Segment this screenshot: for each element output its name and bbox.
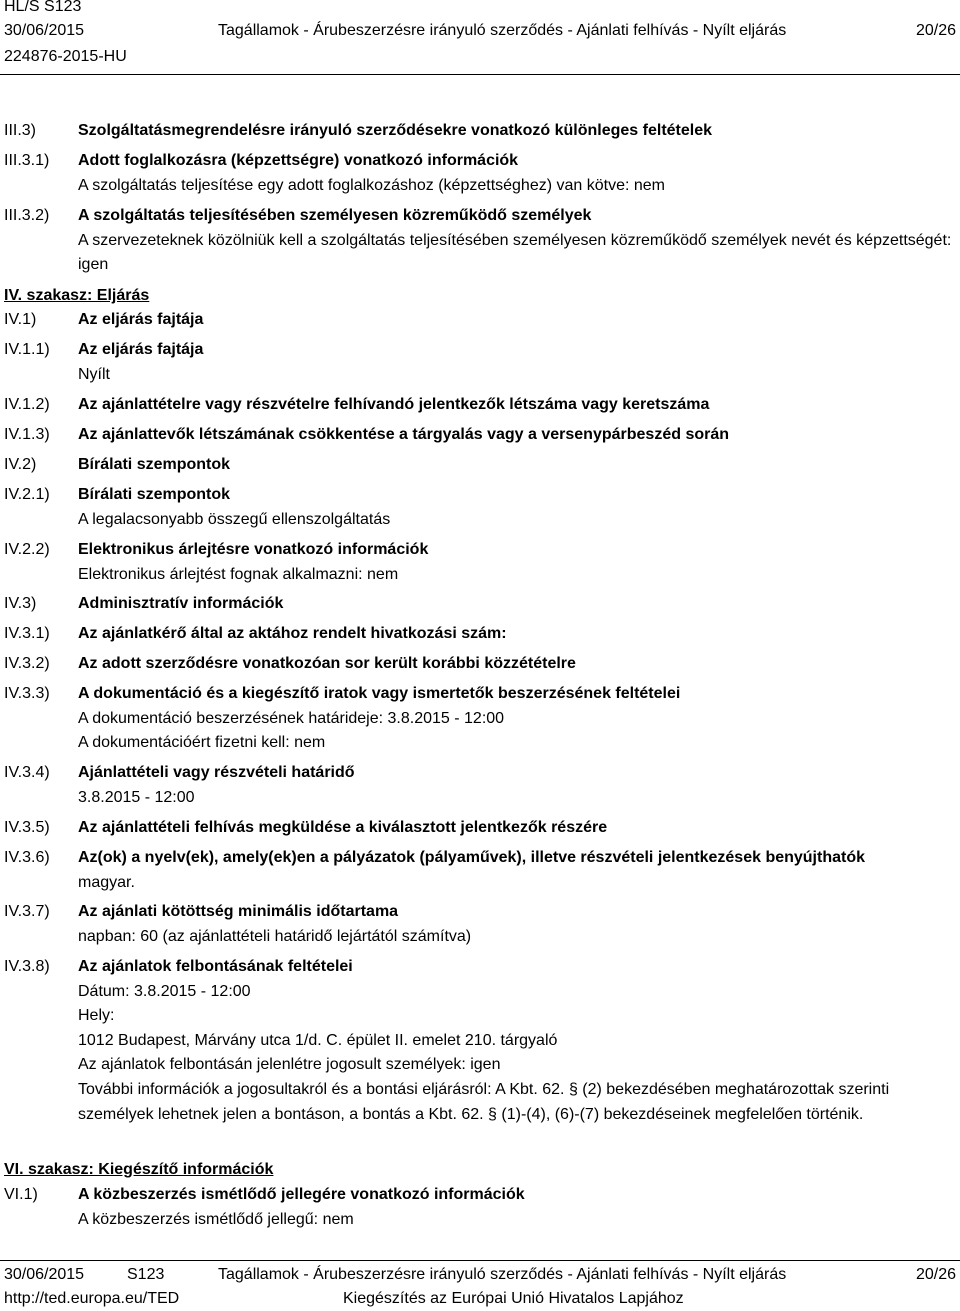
block-number: IV.3.8)	[4, 958, 50, 975]
block-heading: Ajánlattételi vagy részvételi határidő	[78, 764, 355, 781]
block-heading: Bírálati szempontok	[78, 486, 231, 503]
footer-publisher: Kiegészítés az Európai Unió Hivatalos Lapjához	[343, 1290, 684, 1307]
block-number: IV.3.2)	[4, 655, 50, 672]
block-number: IV.1.3)	[4, 426, 50, 443]
block-number: IV.3.4)	[4, 764, 50, 781]
header-title: Tagállamok - Árubeszerzésre irányuló szerződés - Ajánlati felhívás - Nyílt eljárás	[218, 22, 787, 39]
block-number: IV.3.7)	[4, 903, 50, 920]
block-number: IV.2.1)	[4, 486, 50, 503]
block-number: IV.1.2)	[4, 396, 50, 413]
block-number: IV.3)	[4, 595, 37, 612]
header-doc-code: HL/S S123	[4, 0, 82, 15]
block-text: A szolgáltatás teljesítése egy adott foglalkozáshoz (képzettséghez) van kötve: nem	[78, 176, 665, 194]
block-number: IV.3.3)	[4, 685, 50, 702]
block-number: III.3.1)	[4, 152, 50, 169]
block-iv-1-3	[0, 423, 960, 448]
block-number: IV.3.5)	[4, 819, 50, 836]
block-iv-3-4	[0, 761, 960, 810]
block-heading: Bírálati szempontok	[78, 456, 231, 473]
footer-title: Tagállamok - Árubeszerzésre irányuló szerződés - Ajánlati felhívás - Nyílt eljárás	[218, 1266, 787, 1283]
block-iii-3-1	[0, 149, 960, 198]
header-divider	[0, 74, 960, 75]
block-heading: Az eljárás fajtája	[78, 311, 204, 328]
block-heading: A szolgáltatás teljesítésében személyesen közreműködő személyek	[78, 207, 592, 224]
block-text: Hely:	[78, 1007, 115, 1025]
block-iv-3-7	[0, 900, 960, 949]
block-heading: Az adott szerződésre vonatkozóan sor került korábbi közzétételre	[78, 655, 576, 672]
block-heading: Az ajánlattételi felhívás megküldése a kiválasztott jelentkezők részére	[78, 819, 608, 836]
block-heading: Az ajánlattevők létszámának csökkentése a tárgyalás vagy a versenypárbeszéd során	[78, 426, 730, 443]
block-iv-3-5	[0, 816, 960, 841]
footer-ted-link[interactable]: http://ted.europa.eu/TED	[4, 1290, 180, 1307]
block-heading: Adminisztratív információk	[78, 595, 284, 612]
footer-page-number: 20/26	[915, 1266, 956, 1283]
block-text: 1012 Budapest, Márvány utca 1/d. C. épület II. emelet 210. tárgyaló	[78, 1031, 558, 1049]
block-number: IV.3.6)	[4, 849, 50, 866]
header-date: 30/06/2015	[4, 22, 85, 39]
block-iv-2	[0, 453, 960, 478]
block-text: 3.8.2015 - 12:00	[78, 788, 195, 806]
block-heading: A közbeszerzés ismétlődő jellegére vonatkozó információk	[78, 1186, 525, 1203]
block-text: A dokumentáció beszerzésének határideje: 3.8.2015 - 12:00	[78, 709, 505, 727]
block-iv-3-3	[0, 682, 960, 756]
footer-series: S123	[127, 1266, 165, 1283]
block-iv-3-1	[0, 622, 960, 647]
footer-divider	[0, 1260, 960, 1261]
header-page-number: 20/26	[915, 22, 956, 39]
block-text: A szervezeteknek közölniük kell a szolgáltatás teljesítésében személyesen közreműködő személyek nevét és képzettségét: igen	[78, 231, 952, 274]
block-iv-3-8	[0, 955, 960, 1127]
block-text: Az ajánlatok felbontásán jelenlétre jogosult személyek: igen	[78, 1056, 501, 1074]
block-iv-1	[0, 308, 960, 333]
block-heading: Az ajánlatok felbontásának feltételei	[78, 958, 353, 975]
block-text: napban: 60 (az ajánlattételi határidő lejártától számítva)	[78, 927, 472, 945]
section-vi-heading: VI. szakasz: Kiegészítő információk	[4, 1161, 274, 1178]
block-heading: Elektronikus árlejtésre vonatkozó információk	[78, 541, 429, 558]
block-iv-1-2	[0, 393, 960, 418]
block-text: Nyílt	[78, 365, 110, 383]
block-heading: A dokumentáció és a kiegészítő iratok vagy ismertetők beszerzésének feltételei	[78, 685, 681, 702]
block-text: A dokumentációért fizetni kell: nem	[78, 734, 326, 752]
block-number: IV.3.1)	[4, 625, 50, 642]
block-heading: Az ajánlatkérő által az aktához rendelt hivatkozási szám:	[78, 625, 507, 642]
block-number: IV.2.2)	[4, 541, 50, 558]
block-iii-3	[0, 119, 960, 144]
block-iv-3-6	[0, 846, 960, 895]
block-vi-1	[0, 1183, 960, 1232]
block-text: További információk a jogosultakról és a bontási eljárásról: A Kbt. 62. § (2) bekezdésében meghatározottak szerinti személyek lehetnek jelen a bontáson, a bontás a Kbt. 62. § (1)-(4), (6)-(7) bekezdéseinek megfelelően történik.	[78, 1080, 890, 1123]
section-iv-heading: IV. szakasz: Eljárás	[4, 287, 150, 304]
block-iv-2-2	[0, 538, 960, 587]
block-number: IV.1)	[4, 311, 37, 328]
block-heading: Adott foglalkozásra (képzettségre) vonatkozó információk	[78, 152, 519, 169]
block-text: magyar.	[78, 873, 135, 891]
block-iv-1-1	[0, 338, 960, 387]
block-text: A legalacsonyabb összegű ellenszolgáltatás	[78, 510, 391, 528]
block-heading: Az eljárás fajtája	[78, 341, 204, 358]
block-number: III.3)	[4, 122, 37, 139]
block-number: VI.1)	[4, 1186, 38, 1203]
block-iv-3-2	[0, 652, 960, 677]
block-text: Dátum: 3.8.2015 - 12:00	[78, 982, 251, 1000]
footer-date: 30/06/2015	[4, 1266, 85, 1283]
block-iv-3	[0, 592, 960, 617]
block-iv-2-1	[0, 483, 960, 532]
block-number: IV.2)	[4, 456, 37, 473]
block-number: III.3.2)	[4, 207, 50, 224]
block-heading: Az(ok) a nyelv(ek), amely(ek)en a pályázatok (pályaművek), illetve részvételi jelentkezések benyújthatók	[78, 849, 865, 866]
header-doc-id: 224876-2015-HU	[4, 48, 127, 65]
block-heading: Az ajánlattételre vagy részvételre felhívandó jelentkezők létszáma vagy keretszáma	[78, 396, 710, 413]
block-heading: Az ajánlati kötöttség minimális időtartama	[78, 903, 399, 920]
block-text: Elektronikus árlejtést fognak alkalmazni: nem	[78, 565, 399, 583]
block-heading: Szolgáltatásmegrendelésre irányuló szerződésekre vonatkozó különleges feltételek	[78, 122, 713, 139]
block-iii-3-2	[0, 204, 960, 278]
block-number: IV.1.1)	[4, 341, 50, 358]
block-text: A közbeszerzés ismétlődő jellegű: nem	[78, 1210, 354, 1228]
